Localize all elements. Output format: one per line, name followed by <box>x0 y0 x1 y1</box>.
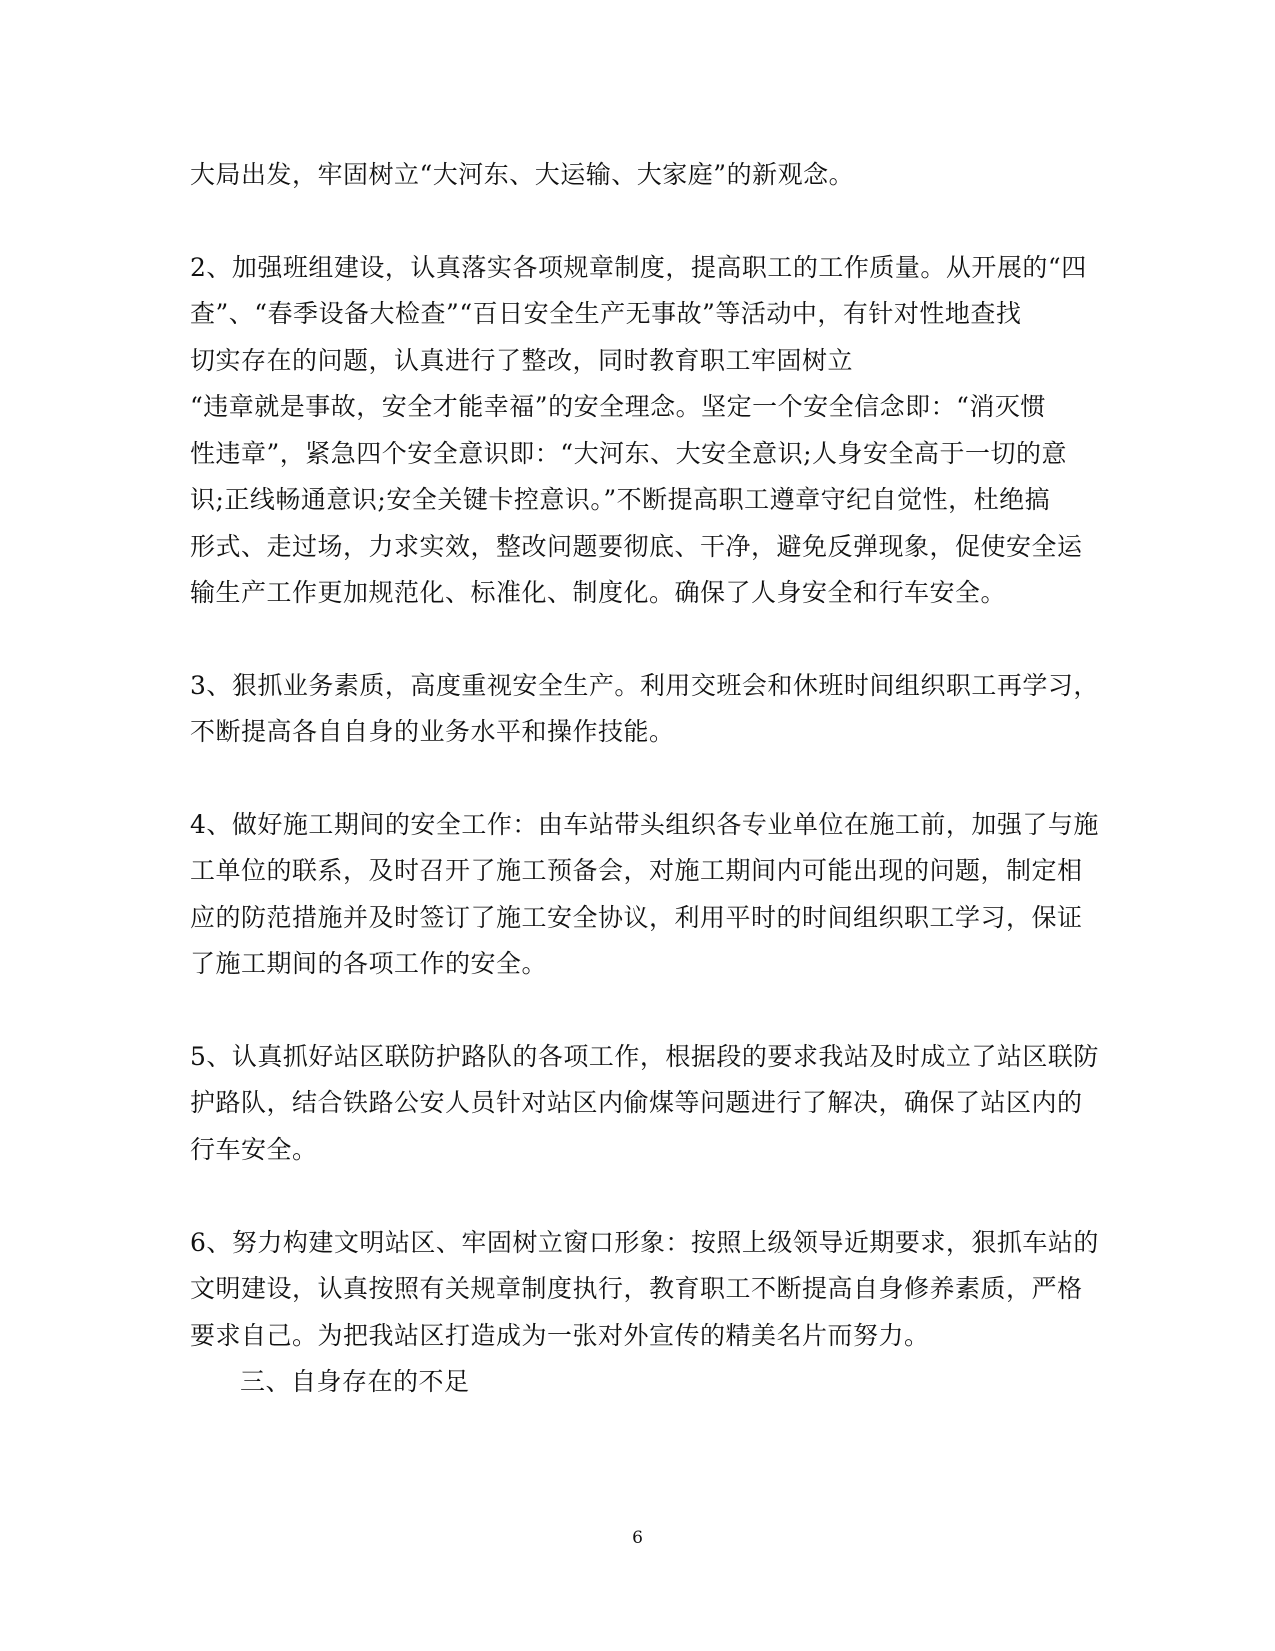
text-line: 了施工期间的各项工作的安全。 <box>190 949 548 978</box>
text-line: 形式、走过场，力求实效，整改问题要彻底、干净，避免反弹现象，促使安全运 <box>190 532 1083 561</box>
text-line: 护路队，结合铁路公安人员针对站区内偷煤等问题进行了解决，确保了站区内的 <box>190 1088 1083 1117</box>
text-line: 切实存在的问题，认真进行了整改，同时教育职工牢固树立 <box>190 346 854 375</box>
text-line: 5、认真抓好站区联防护路队的各项工作，根据段的要求我站及时成立了站区联防 <box>190 1042 1099 1071</box>
text-line: 2、加强班组建设，认真落实各项规章制度，提高职工的工作质量。从开展的“四 <box>190 253 1087 282</box>
text-line: 6、努力构建文明站区、牢固树立窗口形象：按照上级领导近期要求，狠抓车站的 <box>190 1228 1099 1257</box>
text-line: 大局出发，牢固树立“大河东、大运输、大家庭”的新观念。 <box>190 160 855 189</box>
text-line: 要求自己。为把我站区打造成为一张对外宣传的精美名片而努力。 <box>190 1321 930 1350</box>
text-line: “违章就是事故，安全才能幸福”的安全理念。坚定一个安全信念即：“消灭惯 <box>190 392 1046 421</box>
text-line: 工单位的联系，及时召开了施工预备会，对施工期间内可能出现的问题，制定相 <box>190 856 1083 885</box>
text-line: 3、狠抓业务素质，高度重视安全生产。利用交班会和休班时间组织职工再学习， <box>190 671 1099 700</box>
text-line: 应的防范措施并及时签订了施工安全协议，利用平时的时间组织职工学习，保证 <box>190 903 1083 932</box>
section-heading: 三、自身存在的不足 <box>240 1367 470 1396</box>
text-line: 文明建设，认真按照有关规章制度执行，教育职工不断提高自身修养素质，严格 <box>190 1274 1083 1303</box>
text-line: 4、做好施工期间的安全工作：由车站带头组织各专业单位在施工前，加强了与施 <box>190 810 1099 839</box>
text-line: 查”、“春季设备大检查”“百日安全生产无事故”等活动中，有针对性地查找 <box>190 299 1022 328</box>
text-line: 行车安全。 <box>190 1135 318 1164</box>
page-number: 6 <box>632 1528 643 1548</box>
text-line: 识;正线畅通意识;安全关键卡控意识。”不断提高职工遵章守纪自觉性，杜绝搞 <box>190 485 1051 514</box>
text-line: 性违章”，紧急四个安全意识即：“大河东、大安全意识;人身安全高于一切的意 <box>190 439 1067 468</box>
text-line: 输生产工作更加规范化、标准化、制度化。确保了人身安全和行车安全。 <box>190 578 1007 607</box>
text-line: 不断提高各自自身的业务水平和操作技能。 <box>190 717 675 746</box>
